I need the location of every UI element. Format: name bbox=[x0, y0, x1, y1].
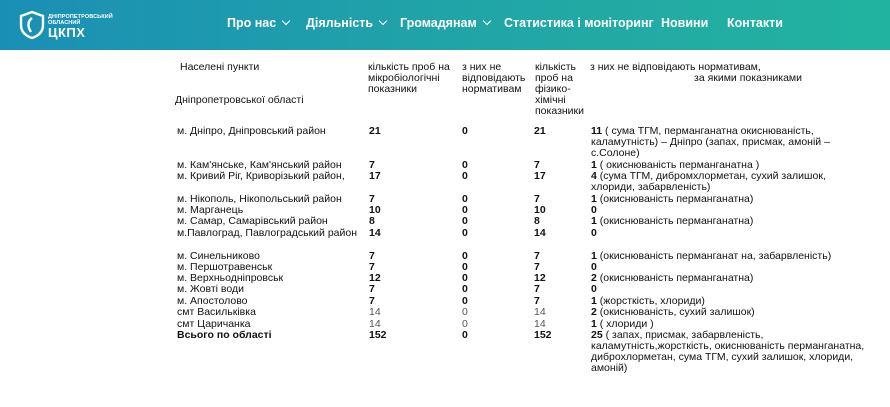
row-settlement: м. Нікополь, Нікопольський район bbox=[177, 193, 342, 205]
row-phys-fail-detail bbox=[591, 216, 871, 227]
row-phys-samples: 14 bbox=[534, 227, 546, 239]
row-settlement: смт Васильківка bbox=[177, 306, 256, 318]
nav-contacts[interactable] bbox=[727, 16, 783, 30]
row-settlement: м. Верхньодніпровськ bbox=[177, 272, 284, 284]
row-phys-samples: 7 bbox=[534, 283, 540, 295]
row-settlement: м. Самар, Самарівський район bbox=[177, 215, 328, 227]
row-phys-fail-count: 1 bbox=[591, 215, 597, 227]
row-phys-fail-detail bbox=[591, 330, 871, 374]
row-phys-fail-indicators: (окиснюваність перманганат на, забарвленість) bbox=[596, 250, 832, 262]
row-phys-samples: 7 bbox=[534, 250, 540, 262]
nav-citizens-label: Громадянам bbox=[400, 16, 477, 30]
row-phys-fail-detail bbox=[591, 126, 871, 159]
shield-logo-icon bbox=[19, 11, 45, 39]
row-phys-fail-indicators: ( хлориди ) bbox=[596, 318, 654, 330]
row-micro-samples: 7 bbox=[369, 295, 375, 307]
row-phys-fail-count: 11 bbox=[591, 125, 603, 137]
row-phys-samples: 17 bbox=[534, 170, 546, 182]
row-phys-samples: 8 bbox=[534, 215, 540, 227]
header-phys-indicators: за якими показниками bbox=[694, 72, 803, 84]
nav-citizens[interactable] bbox=[400, 16, 490, 30]
chevron-down-icon bbox=[482, 17, 490, 25]
row-phys-fail-detail bbox=[591, 284, 871, 295]
row-phys-fail-count: 0 bbox=[591, 204, 597, 216]
row-phys-samples: 14 bbox=[534, 318, 546, 330]
row-micro-samples: 14 bbox=[369, 306, 381, 318]
row-settlement: м. Марганець bbox=[177, 204, 244, 216]
row-micro-fail: 0 bbox=[462, 329, 468, 341]
row-micro-samples: 7 bbox=[369, 283, 375, 295]
row-micro-samples: 7 bbox=[369, 159, 375, 171]
row-micro-fail: 0 bbox=[462, 204, 468, 216]
row-phys-fail-count: 0 bbox=[591, 261, 597, 273]
nav-about-label: Про нас bbox=[227, 16, 277, 30]
row-micro-fail: 0 bbox=[462, 272, 468, 284]
row-phys-fail-count: 1 bbox=[591, 295, 597, 307]
row-micro-samples: 21 bbox=[369, 125, 381, 137]
header-region: Дніпропетровської області bbox=[175, 94, 304, 106]
row-settlement: м. Кривий Ріг, Криворізький район, bbox=[177, 170, 345, 182]
site-logo[interactable] bbox=[19, 9, 129, 41]
nav-activity[interactable] bbox=[306, 16, 386, 30]
row-phys-samples: 12 bbox=[534, 272, 546, 284]
row-phys-fail-count: 4 bbox=[591, 170, 597, 182]
row-phys-fail-indicators: (окиснюваність перманганатна) bbox=[596, 215, 754, 227]
row-phys-fail-indicators: (окиснюваність, сухий залишок) bbox=[596, 306, 755, 318]
row-micro-fail: 0 bbox=[462, 295, 468, 307]
row-phys-fail-count: 1 bbox=[591, 159, 597, 171]
row-micro-samples: 7 bbox=[369, 193, 375, 205]
row-micro-samples: 7 bbox=[369, 261, 375, 273]
row-settlement: м. Кам'янське, Кам'янський район bbox=[177, 159, 342, 171]
row-phys-samples: 21 bbox=[534, 125, 546, 137]
row-micro-fail: 0 bbox=[462, 170, 468, 182]
row-phys-fail-count: 0 bbox=[591, 227, 597, 239]
row-phys-fail-indicators: (сума ТГМ, дибромхлорметан, сухий залишок, хлориди, забарвленість) bbox=[591, 170, 826, 193]
row-phys-fail-count: 1 bbox=[591, 250, 597, 262]
row-micro-fail: 0 bbox=[462, 227, 468, 239]
row-micro-fail: 0 bbox=[462, 250, 468, 262]
nav-statistics-label: Статистика і моніторинг bbox=[504, 16, 654, 30]
logo-small-text: ДНІПРОПЕТРОВСЬКИЙ ОБЛАСНИЙ bbox=[48, 14, 113, 26]
row-micro-fail: 0 bbox=[462, 125, 468, 137]
row-phys-fail-count: 1 bbox=[591, 193, 597, 205]
row-micro-samples: 152 bbox=[369, 329, 387, 341]
row-phys-samples: 7 bbox=[534, 295, 540, 307]
nav-contacts-label: Контакти bbox=[727, 16, 783, 30]
row-phys-fail-count: 25 bbox=[591, 329, 603, 341]
row-settlement: м. Першотравенськ bbox=[177, 261, 273, 273]
row-micro-samples: 17 bbox=[369, 170, 381, 182]
row-micro-samples: 14 bbox=[369, 318, 381, 330]
row-phys-fail-detail bbox=[591, 194, 871, 205]
logo-big-text: ЦКПХ bbox=[48, 25, 86, 40]
row-phys-fail-indicators: (окиснюваність перманганатна) bbox=[596, 272, 754, 284]
row-settlement: Всього по області bbox=[177, 329, 272, 341]
nav-statistics[interactable] bbox=[504, 16, 654, 30]
header-micro-fail: з них не відповідають нормативам bbox=[462, 61, 526, 95]
site-header bbox=[0, 0, 890, 50]
row-phys-samples: 14 bbox=[534, 306, 546, 318]
row-phys-samples: 7 bbox=[534, 261, 540, 273]
header-phys-fail: з них не відповідають нормативам, bbox=[590, 61, 761, 73]
header-phys-samples: кількість проб на фізико-хімічні показники bbox=[535, 61, 585, 117]
row-micro-samples: 14 bbox=[369, 227, 381, 239]
row-phys-fail-detail bbox=[591, 171, 871, 193]
row-phys-samples: 10 bbox=[534, 204, 546, 216]
row-phys-fail-detail bbox=[591, 273, 871, 284]
chevron-down-icon bbox=[282, 17, 290, 25]
nav-activity-label: Діяльність bbox=[306, 16, 374, 30]
row-micro-samples: 8 bbox=[369, 215, 375, 227]
row-phys-fail-count: 2 bbox=[591, 306, 597, 318]
nav-news[interactable] bbox=[661, 16, 708, 30]
row-phys-samples: 7 bbox=[534, 159, 540, 171]
row-phys-fail-indicators: (окиснюваність перманганатна) bbox=[596, 193, 754, 205]
row-micro-fail: 0 bbox=[462, 193, 468, 205]
row-micro-samples: 7 bbox=[369, 250, 375, 262]
row-phys-fail-detail bbox=[591, 228, 871, 239]
row-micro-samples: 12 bbox=[369, 272, 381, 284]
row-phys-fail-detail bbox=[591, 251, 871, 262]
row-phys-samples: 7 bbox=[534, 193, 540, 205]
chevron-down-icon bbox=[379, 17, 387, 25]
row-micro-fail: 0 bbox=[462, 261, 468, 273]
row-settlement: смт Царичанка bbox=[177, 318, 251, 330]
row-settlement: м. Синельниково bbox=[177, 250, 260, 262]
row-micro-fail: 0 bbox=[462, 215, 468, 227]
row-settlement: м. Жовті води bbox=[177, 283, 244, 295]
row-phys-fail-indicators: ( сума ТГМ, перманганатна окиснюваність, каламутність) – Дніпро (запах, присмак, амоній – с.Солоне) bbox=[591, 125, 830, 159]
row-phys-fail-count: 0 bbox=[591, 283, 597, 295]
row-micro-samples: 10 bbox=[369, 204, 381, 216]
row-micro-fail: 0 bbox=[462, 306, 468, 318]
row-micro-fail: 0 bbox=[462, 159, 468, 171]
row-settlement: м. Дніпро, Дніпровський район bbox=[177, 125, 326, 137]
nav-about[interactable] bbox=[227, 16, 289, 30]
row-micro-fail: 0 bbox=[462, 283, 468, 295]
row-phys-fail-indicators: ( окиснюваність перманганатна ) bbox=[596, 159, 760, 171]
row-phys-fail-count: 2 bbox=[591, 272, 597, 284]
row-settlement: м. Апостолово bbox=[177, 295, 248, 307]
row-phys-samples: 152 bbox=[534, 329, 552, 341]
row-settlement: м.Павлоград, Павлоградський район bbox=[177, 227, 358, 239]
row-phys-fail-indicators: (жорсткість, хлориди) bbox=[596, 295, 705, 307]
row-phys-fail-count: 1 bbox=[591, 318, 597, 330]
header-settlements: Населені пункти bbox=[180, 61, 260, 73]
row-phys-fail-indicators: ( запах, присмак, забарвленість, каламутність,жорсткість, окиснюваність перманганатна, диброхлорметан, сума ТГМ, сухий залишок, хлориди, амоній) bbox=[591, 329, 865, 374]
header-micro-samples: кількість проб на мікробіологічні показники bbox=[368, 61, 450, 95]
row-phys-fail-detail bbox=[591, 307, 871, 318]
row-micro-fail: 0 bbox=[462, 318, 468, 330]
nav-news-label: Новини bbox=[661, 16, 709, 30]
